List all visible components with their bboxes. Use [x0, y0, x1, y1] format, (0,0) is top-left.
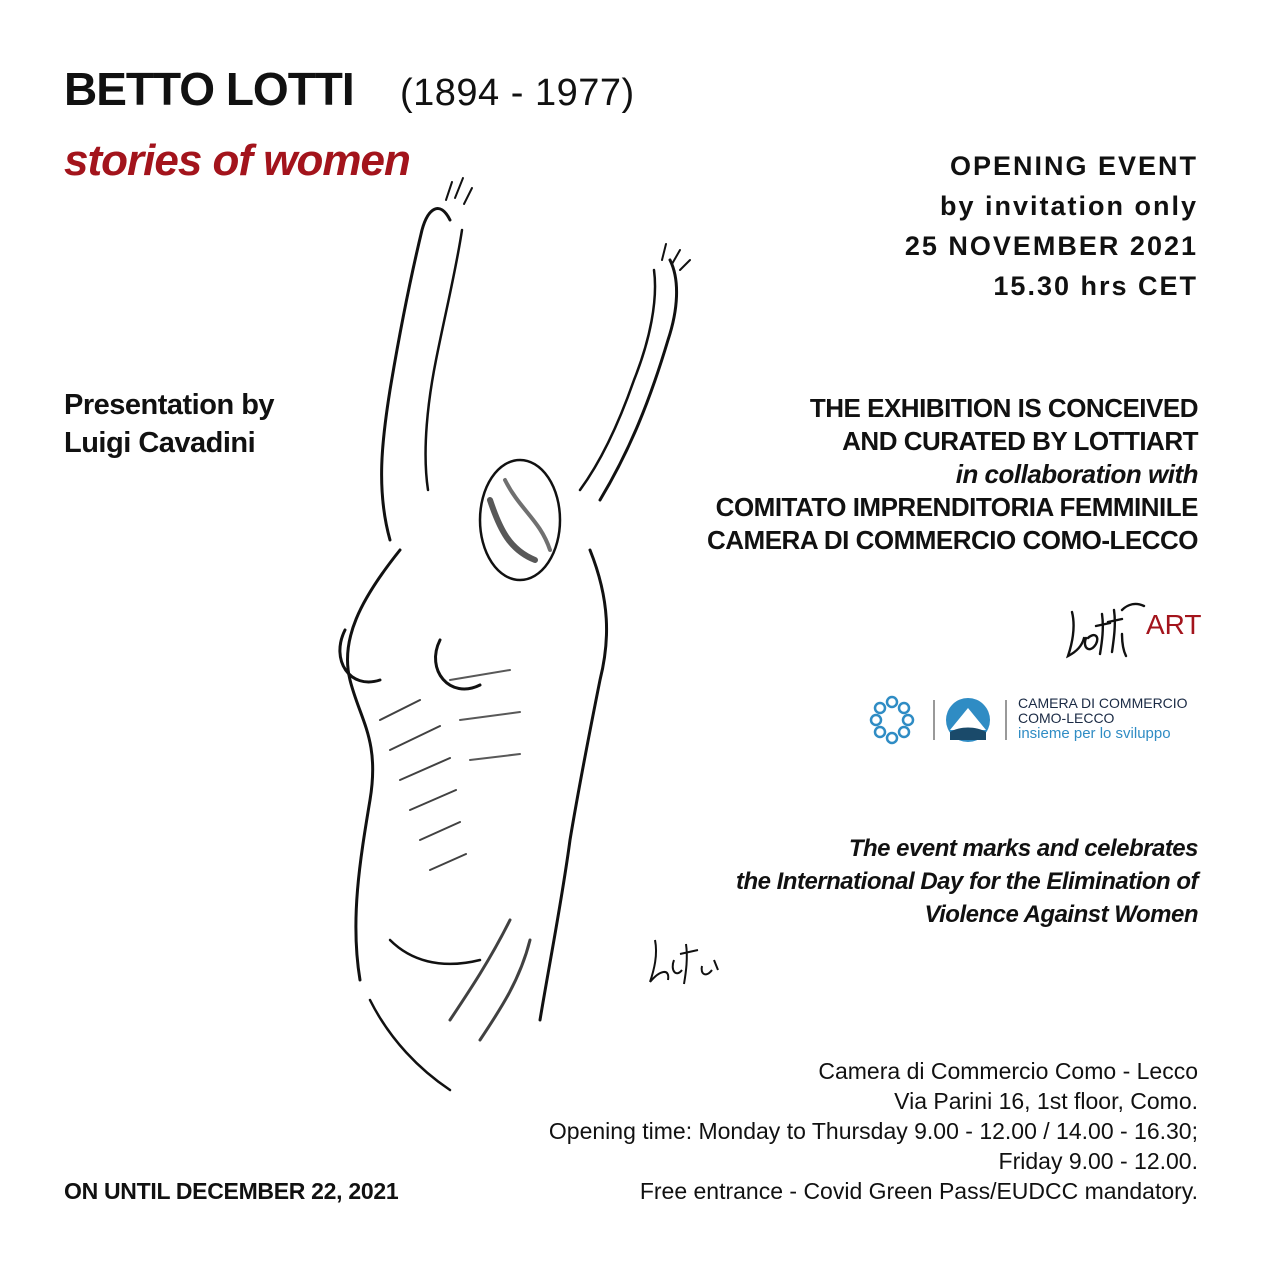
artist-signature: [640, 930, 730, 990]
chamber-tagline: insieme per lo sviluppo: [1018, 725, 1171, 742]
venue-address: Via Parini 16, 1st floor, Como.: [894, 1088, 1198, 1114]
exhibition-subtitle: stories of women: [64, 136, 410, 185]
presentation-block: [64, 386, 274, 462]
curation-collaboration: in collaboration with: [955, 459, 1198, 489]
opening-event-invitation: by invitation only: [939, 191, 1198, 221]
opening-event-date: 25 NOVEMBER 2021: [904, 231, 1198, 261]
opening-event-time: 15.30 hrs CET: [993, 271, 1198, 301]
curation-block: [707, 392, 1198, 557]
lottiart-logo: [1062, 594, 1202, 664]
curation-partner-1: COMITATO IMPRENDITORIA FEMMINILE: [715, 492, 1198, 522]
lottiart-art-text: ART: [1146, 609, 1202, 640]
presenter-name: Luigi Cavadini: [64, 427, 256, 459]
opening-event-heading: OPENING EVENT: [949, 151, 1198, 181]
curation-line-1: THE EXHIBITION IS CONCEIVED: [809, 393, 1198, 423]
celebration-line-3: Violence Against Women: [924, 901, 1198, 928]
venue-hours-weekdays: Opening time: Monday to Thursday 9.00 - 12.00 / 14.00 - 16.30;: [548, 1118, 1198, 1144]
celebration-line-1: The event marks and celebrates: [848, 835, 1198, 862]
artist-years: (1894 - 1977): [400, 72, 635, 114]
venue-hours-friday: Friday 9.00 - 12.00.: [998, 1148, 1198, 1174]
venue-entrance-note: Free entrance - Covid Green Pass/EUDCC mandatory.: [639, 1178, 1198, 1204]
curation-partner-2: CAMERA DI COMMERCIO COMO-LECCO: [706, 525, 1198, 555]
venue-name: Camera di Commercio Como - Lecco: [818, 1058, 1198, 1084]
chamber-name-line-1: CAMERA DI COMMERCIO: [1018, 695, 1188, 711]
chamber-logo-text: [1018, 696, 1188, 741]
presentation-label: Presentation by: [64, 389, 275, 421]
chamber-name-line-2: COMO-LECCO: [1018, 710, 1115, 726]
exhibition-end-date: ON UNTIL DECEMBER 22, 2021: [64, 1178, 399, 1204]
celebration-block: [736, 832, 1198, 931]
celebration-line-2: the International Day for the Elimination of: [735, 868, 1198, 895]
venue-block: [549, 1056, 1198, 1206]
curation-line-2: AND CURATED BY LOTTIART: [842, 426, 1198, 456]
opening-event-block: [905, 146, 1198, 306]
artist-name: BETTO LOTTI: [64, 63, 354, 115]
